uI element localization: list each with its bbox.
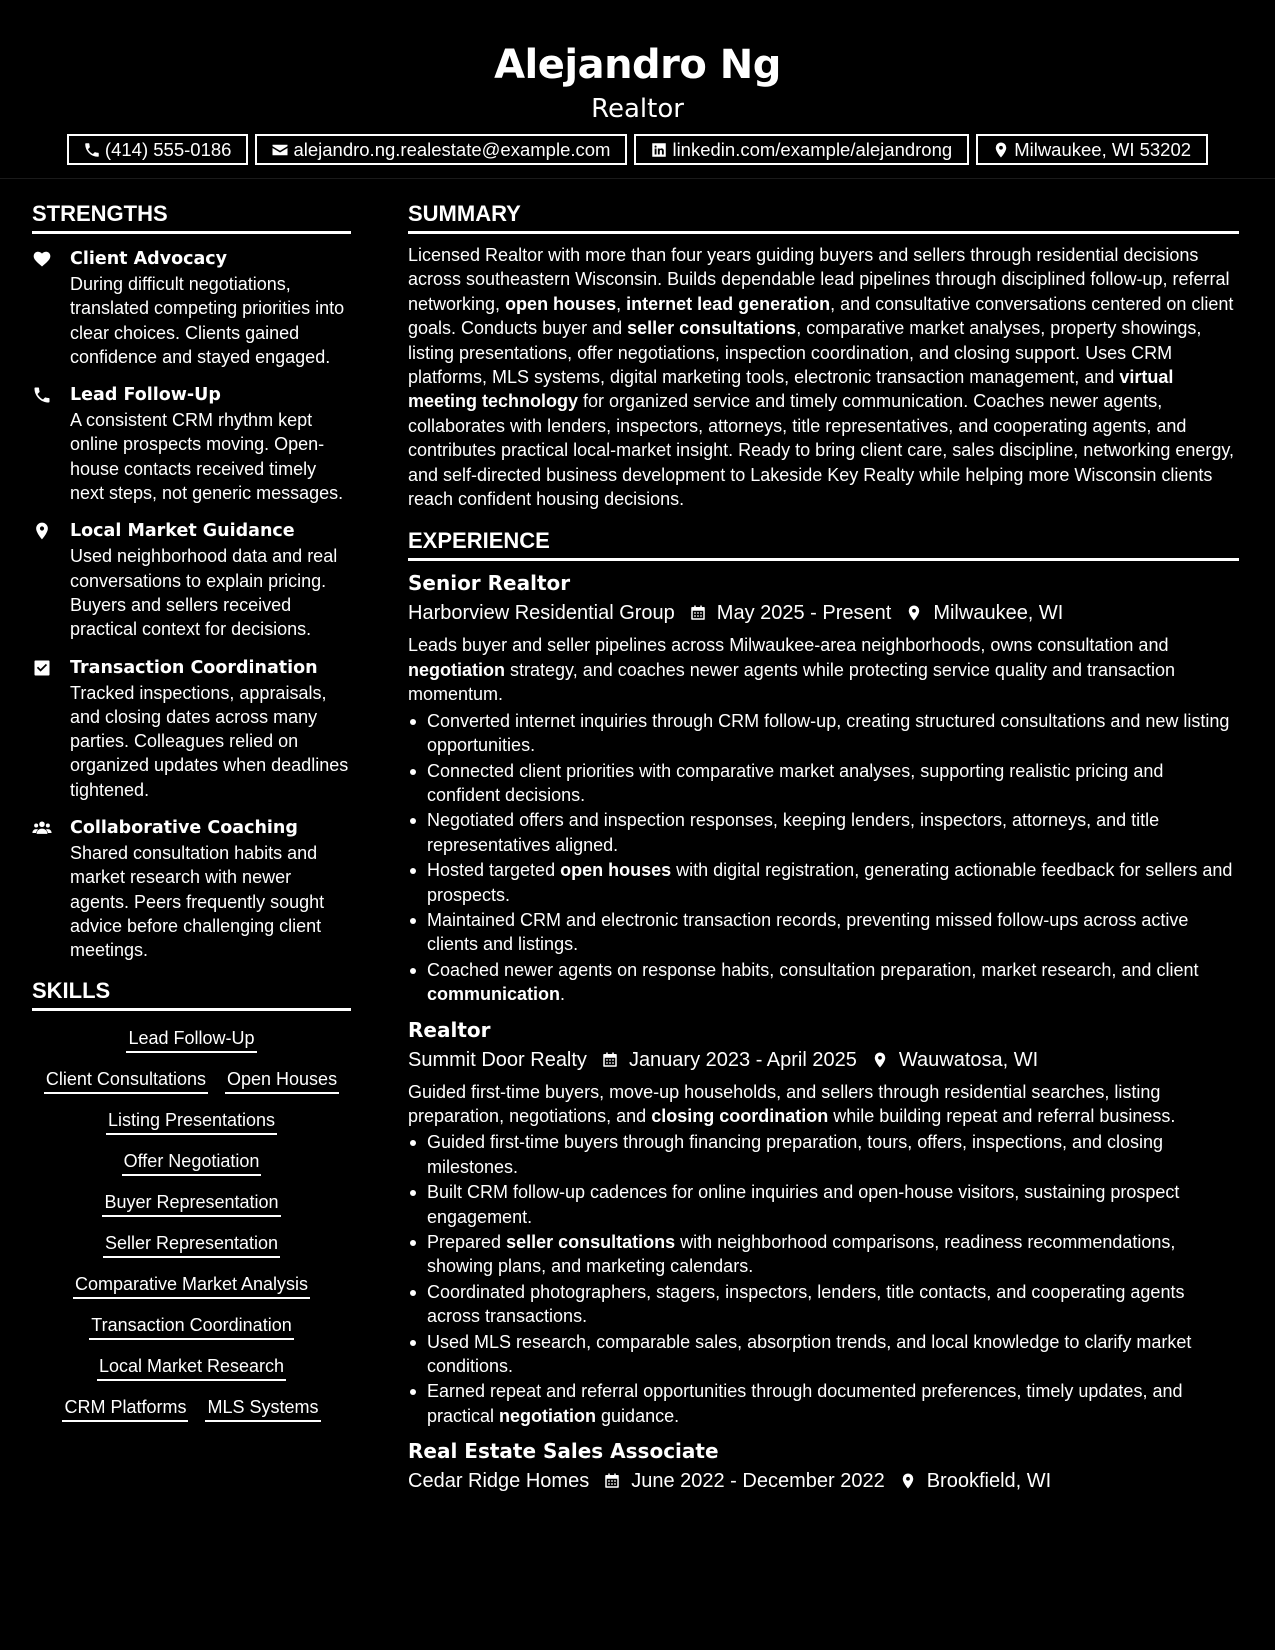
job-location: Milwaukee, WI [933, 602, 1064, 625]
calendar-icon [689, 603, 707, 623]
skill-tag: Seller Representation [103, 1232, 280, 1258]
map-pin-icon [905, 603, 923, 623]
contact-text: alejandro.ng.realestate@example.com [293, 138, 611, 160]
job-dates: June 2022 - December 2022 [631, 1470, 885, 1493]
contact-item[interactable] [976, 134, 1208, 165]
skill-tag: MLS Systems [205, 1396, 320, 1422]
job-title: Senior Realtor [408, 571, 571, 596]
job-location: Wauwatosa, WI [898, 1048, 1039, 1071]
strength-description: Tracked inspections, appraisals, and closing dates across many parties. Colleagues relied on organized updates when deadlines tightened. [70, 682, 349, 800]
linkedin-icon [649, 140, 669, 160]
checkbox-icon [32, 655, 70, 802]
bullet-item: Negotiated offers and inspection responses, keeping lenders, inspectors, attorneys, and title representatives aligned. [408, 808, 1239, 857]
experience-section [408, 527, 1239, 1496]
job-description: Leads buyer and seller pipelines across Milwaukee-area neighborhoods, owns consultation and negotiation strategy, and coaches newer agents while protecting service quality and transaction momentum. [408, 635, 1176, 705]
strength-item [32, 382, 351, 505]
job-bullets [408, 709, 1239, 1007]
bullet-item: Used MLS research, comparable sales, absorption trends, and local knowledge to clarify market conditions. [408, 1330, 1239, 1379]
skill-tag: Transaction Coordination [89, 1314, 293, 1340]
strength-body [70, 655, 351, 802]
skill-tag: Buyer Representation [102, 1191, 280, 1217]
map-pin-icon [899, 1471, 917, 1491]
job-dates: May 2025 - Present [716, 602, 892, 625]
bullet-item: Hosted targeted open houses with digital registration, generating actionable feedback for sellers and prospects. [408, 858, 1239, 907]
strength-description: A consistent CRM rhythm kept online prospects moving. Open-house contacts received timely next steps, not generic messages. [70, 410, 344, 504]
bullet-item: Coached newer agents on response habits, consultation preparation, market research, and client communication. [408, 958, 1239, 1007]
job-entry [408, 1438, 1239, 1496]
strength-title: Lead Follow-Up [70, 385, 221, 406]
strength-item [32, 518, 351, 641]
job-location: Brookfield, WI [926, 1470, 1052, 1493]
strength-body [70, 518, 351, 641]
job-title: Real Estate Sales Associate [408, 1439, 719, 1464]
experience-heading: EXPERIENCE [408, 527, 1239, 561]
left-column [32, 200, 351, 1422]
skill-tag: Lead Follow-Up [126, 1027, 256, 1053]
summary-text: Licensed Realtor with more than four years guiding buyers and sellers through residential decisions across southeastern Wisconsin. Builds dependable lead pipelines through disciplined follow-up, referral networking, open houses, internet lead generation, and consultative conversations centered on client goals. Conducts buyer and seller consultations, comparative market analyses, property showings, listing presentations, offer negotiations, inspection coordination, and closing support. Uses CRM platforms, MLS systems, digital marketing tools, electronic transaction management, and virtual meeting technology for organized service and timely communication. Coaches newer agents, collaborates with lenders, inspectors, attorneys, title representatives, and cooperating agents, and contributes practical local-market insight. Ready to bring client care, sales discipline, networking energy, and self-directed business development to Lakeside Key Realty while helping more Wisconsin clients reach confident housing decisions. [408, 245, 1235, 510]
contact-bar [0, 134, 1275, 165]
job-meta [408, 1045, 1239, 1075]
skill-tag: Open Houses [225, 1068, 339, 1094]
strength-body [70, 246, 351, 369]
job-entry [408, 1017, 1239, 1429]
bullet-item: Maintained CRM and electronic transaction records, preventing missed follow-ups across active clients and listings. [408, 908, 1239, 957]
contact-text: Milwaukee, WI 53202 [1014, 138, 1192, 160]
strength-item [32, 815, 351, 962]
strength-description: Used neighborhood data and real conversations to explain pricing. Buyers and sellers received practical context for decisions. [70, 546, 338, 640]
bullet-item: Converted internet inquiries through CRM follow-up, creating structured consultations and new listing opportunities. [408, 709, 1239, 758]
job-company: Cedar Ridge Homes [408, 1470, 590, 1493]
candidate-title: Realtor [591, 94, 684, 124]
job-company: Harborview Residential Group [408, 602, 675, 625]
job-company: Summit Door Realty [408, 1048, 587, 1071]
summary-section [408, 200, 1239, 511]
calendar-icon [601, 1050, 619, 1070]
skill-tag: Local Market Research [97, 1355, 286, 1381]
users-icon [32, 815, 70, 962]
bullet-item: Built CRM follow-up cadences for online inquiries and open-house visitors, sustaining prospect engagement. [408, 1180, 1239, 1229]
skills-heading: SKILLS [32, 977, 351, 1011]
strengths-section [32, 200, 351, 963]
strength-description: Shared consultation habits and market research with newer agents. Peers frequently sought advice before challenging client meetings. [70, 843, 325, 961]
job-meta [408, 1466, 1239, 1496]
strength-item [32, 246, 351, 369]
job-meta [408, 598, 1239, 628]
candidate-name: Alejandro Ng [494, 42, 781, 88]
job-dates: January 2023 - April 2025 [628, 1048, 857, 1071]
skill-tag: Client Consultations [44, 1068, 208, 1094]
skills-list [32, 1027, 351, 1422]
job-bullets [408, 1130, 1239, 1428]
job-title: Realtor [408, 1017, 491, 1042]
strength-title: Client Advocacy [70, 249, 228, 269]
bullet-item: Guided first-time buyers through financing preparation, tours, offers, inspections, and closing milestones. [408, 1130, 1239, 1179]
bullet-item: Earned repeat and referral opportunities through documented preferences, timely updates, and practical negotiation guidance. [408, 1379, 1239, 1428]
right-column [408, 200, 1239, 1496]
strength-body [70, 815, 351, 962]
strength-title: Transaction Coordination [70, 657, 318, 678]
calendar-icon [603, 1471, 621, 1491]
strengths-heading: STRENGTHS [32, 200, 351, 234]
envelope-icon [270, 140, 290, 160]
skill-tag: Offer Negotiation [122, 1150, 262, 1176]
contact-item[interactable] [67, 134, 249, 165]
strength-title: Local Market Guidance [70, 521, 295, 542]
skills-section [32, 977, 351, 1422]
strength-item [32, 655, 351, 802]
strength-body [70, 382, 351, 505]
contact-item[interactable] [255, 134, 627, 165]
bullet-item: Connected client priorities with comparative market analyses, supporting realistic pricing and confident decisions. [408, 759, 1239, 808]
contact-item[interactable] [634, 134, 969, 165]
job-list [408, 570, 1239, 1496]
skill-tag: Comparative Market Analysis [73, 1273, 310, 1299]
job-entry [408, 570, 1239, 1006]
strengths-list [32, 246, 351, 963]
map-pin-icon [991, 140, 1011, 160]
heart-icon [32, 246, 70, 369]
contact-text: linkedin.com/example/alejandrong [672, 138, 953, 160]
strength-title: Collaborative Coaching [70, 818, 298, 839]
job-description: Guided first-time buyers, move-up households, and sellers through residential searches, listing preparation, negotiations, and closing coordination while building repeat and referral business. [408, 1081, 1176, 1126]
map-pin-icon [871, 1050, 889, 1070]
contact-text: (414) 555-0186 [104, 138, 232, 160]
phone-icon [32, 382, 70, 505]
phone-icon [82, 140, 102, 160]
skill-tag: Listing Presentations [106, 1109, 277, 1135]
bullet-item: Prepared seller consultations with neighborhood comparisons, readiness recommendations, showing plans, and marketing calendars. [408, 1230, 1239, 1279]
summary-heading: SUMMARY [408, 200, 1239, 234]
map-pin-icon [32, 518, 70, 641]
strength-description: During difficult negotiations, translated competing priorities into clear choices. Clients gained confidence and stayed engaged. [70, 274, 345, 367]
skill-tag: CRM Platforms [62, 1396, 188, 1422]
bullet-item: Coordinated photographers, stagers, inspectors, lenders, title contacts, and cooperating agents across transactions. [408, 1280, 1239, 1329]
resume-header [0, 0, 1275, 179]
